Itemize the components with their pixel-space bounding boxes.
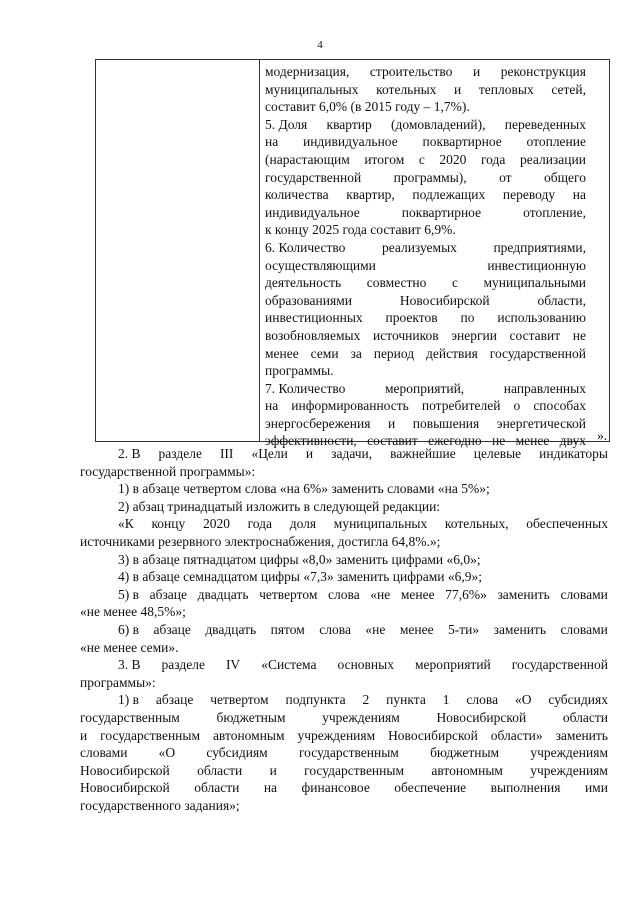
- word: за: [350, 345, 362, 361]
- word: не: [492, 433, 506, 449]
- table-line: [265, 345, 586, 363]
- paragraph-line: [80, 568, 608, 586]
- table-line: [265, 397, 586, 415]
- table-line: [265, 204, 586, 222]
- word: и: [387, 415, 396, 431]
- word: заменить: [555, 727, 608, 743]
- word: Новосибирской: [436, 709, 527, 725]
- word: 2. В: [118, 446, 141, 461]
- word: предприятиями,: [493, 239, 586, 255]
- word: муниципальными: [483, 275, 586, 291]
- word: отопление,: [523, 204, 586, 220]
- word: менее: [400, 586, 435, 602]
- word: котельных,: [444, 516, 509, 532]
- table-line: [265, 257, 586, 275]
- word: «Цели: [251, 446, 288, 461]
- word: государственной: [265, 169, 362, 185]
- word: (домовладений),: [391, 116, 486, 132]
- word: информированность: [291, 398, 409, 414]
- word: важнейшие: [390, 446, 456, 461]
- table-line: [265, 63, 586, 81]
- word: строительство: [369, 64, 453, 79]
- word: области,: [537, 292, 586, 308]
- word: составит 6,0% (в 2015 году – 1,7%).: [265, 99, 470, 115]
- word: автономным: [212, 727, 285, 743]
- word: Новосибирской: [399, 292, 490, 308]
- word: года: [247, 516, 273, 532]
- word: субсидиям: [206, 745, 268, 761]
- word: составит: [367, 433, 418, 449]
- word: пункта: [386, 692, 426, 708]
- word: года: [480, 151, 506, 167]
- word: период: [373, 345, 415, 361]
- paragraph-line: [80, 674, 608, 692]
- word: области»: [490, 727, 543, 743]
- word: 77,6%»: [445, 586, 487, 602]
- table-line: [265, 362, 586, 380]
- word: двух: [559, 433, 586, 449]
- word: (нарастающим: [265, 151, 350, 167]
- word: семи: [310, 345, 339, 361]
- paragraph-line: [80, 797, 608, 815]
- word: индивидуальное: [265, 204, 360, 220]
- table-line: [265, 309, 586, 327]
- paragraph-line: [80, 621, 608, 639]
- word: реализации: [519, 151, 586, 167]
- word: двадцать: [205, 621, 257, 637]
- word: общего: [544, 169, 586, 185]
- indicators-table-cell: [265, 63, 586, 450]
- word: действия: [426, 345, 478, 361]
- word: 5) в: [118, 586, 139, 602]
- word: заменить: [497, 586, 550, 602]
- word: программы.: [265, 363, 334, 379]
- paragraph-line: [80, 709, 608, 727]
- word: разделе: [158, 446, 202, 461]
- word: модернизация,: [265, 64, 350, 79]
- word: ими: [584, 780, 608, 796]
- word: 1) в абзаце четвертом слова «на 6%» заменить словами «на 5%»;: [118, 481, 490, 497]
- word: индивидуальное: [302, 134, 398, 150]
- word: словами: [80, 745, 128, 761]
- word: доля: [289, 516, 317, 532]
- word: государственным: [100, 727, 201, 743]
- word: повышения: [412, 415, 480, 431]
- paragraph-line: [80, 445, 608, 463]
- word: потребителей: [421, 398, 501, 414]
- word: 3) в абзаце пятнадцатом цифры «8,0» заменить цифрами «6,0»;: [118, 551, 481, 567]
- word: Новосибирской: [80, 780, 170, 796]
- word: словами: [560, 621, 608, 637]
- word: слова: [466, 692, 499, 708]
- paragraph-line: [80, 533, 608, 551]
- word: «не: [370, 586, 391, 602]
- paragraph-line: [80, 515, 608, 533]
- paragraph-line: [80, 691, 608, 709]
- word: на: [265, 398, 279, 414]
- word: отопление: [526, 134, 586, 150]
- word: на: [265, 134, 279, 150]
- word: обеспеченных: [526, 516, 608, 532]
- table-line: [265, 415, 586, 433]
- paragraph-line: [80, 603, 608, 621]
- word: инвестиционных: [265, 310, 363, 326]
- word: словами: [560, 586, 608, 602]
- word: абзаце: [155, 692, 194, 708]
- word: источниками резервного электроснабжения, достигла 64,8%.»;: [80, 533, 441, 549]
- word: субсидиях: [548, 692, 608, 708]
- paragraph-line: [80, 551, 608, 569]
- table-line: [265, 151, 586, 169]
- word: с: [451, 275, 458, 291]
- word: по: [460, 310, 475, 326]
- word: «К: [118, 516, 134, 532]
- word: государственного задания»;: [80, 797, 240, 813]
- word: индикаторы: [539, 446, 608, 461]
- paragraph-line: [80, 586, 608, 604]
- amendments-body: [80, 445, 608, 814]
- word: учреждениям: [322, 709, 400, 725]
- word: выполнения: [490, 780, 561, 796]
- word: от: [499, 169, 512, 185]
- word: инвестиционную: [487, 257, 586, 273]
- word: заменить: [493, 621, 546, 637]
- table-line: [265, 169, 586, 187]
- word: муниципальных: [265, 81, 359, 97]
- word: энергетической: [496, 415, 586, 431]
- word: подпункта: [285, 692, 346, 708]
- word: менее: [265, 345, 299, 361]
- table-line: [265, 274, 586, 292]
- word: пятом: [270, 621, 305, 637]
- word: программы),: [393, 169, 467, 185]
- word: не: [572, 327, 586, 343]
- word: менее: [515, 433, 550, 449]
- word: количества: [265, 187, 329, 203]
- paragraph-line: [80, 480, 608, 498]
- word: квартир,: [346, 187, 395, 203]
- word: подлежащих: [412, 187, 486, 203]
- word: основных: [337, 657, 394, 673]
- table-line: [265, 221, 586, 239]
- word: квартир: [326, 116, 372, 132]
- word: использованию: [497, 310, 586, 326]
- word: государственной: [511, 657, 608, 673]
- word: проектов: [385, 310, 438, 326]
- word: «Система: [261, 657, 317, 673]
- table-line: [265, 327, 586, 345]
- word: источников: [373, 327, 439, 343]
- word: государственной программы»:: [80, 463, 256, 479]
- word: на: [263, 780, 278, 796]
- word: слова: [328, 586, 360, 602]
- page-number: 4: [317, 39, 323, 51]
- table-line: [265, 133, 586, 151]
- word: 3. В: [118, 657, 141, 673]
- paragraph-line: [80, 656, 608, 674]
- word: Новосибирской: [388, 727, 478, 743]
- word: переводу: [502, 187, 556, 203]
- word: 1: [442, 692, 450, 708]
- word: концу: [151, 516, 186, 532]
- table-line: [265, 81, 586, 99]
- paragraph-line: [80, 744, 608, 762]
- word: совместно: [366, 275, 427, 291]
- paragraph-line: [80, 463, 608, 481]
- word: 2020: [202, 516, 230, 532]
- word: 4) в абзаце семнадцатом цифры «7,3» заменить цифрами «6,9»;: [118, 569, 483, 585]
- word: области: [194, 780, 240, 796]
- word: к концу 2025 года составит 6,9%.: [265, 222, 456, 238]
- table-line: [265, 116, 586, 134]
- word: 6. Количество: [265, 239, 346, 255]
- indicators-table: [95, 59, 610, 449]
- table-line: [265, 239, 586, 257]
- word: 2) абзац тринадцатый изложить в следующей редакции:: [118, 498, 441, 514]
- table-column-divider: [259, 60, 260, 441]
- word: обеспечение: [394, 780, 467, 796]
- word: государственным: [80, 709, 180, 725]
- word: 6) в: [118, 621, 139, 637]
- word: Новосибирской: [80, 762, 170, 778]
- word: III: [219, 446, 234, 461]
- word: четвертом: [210, 692, 269, 708]
- paragraph-line: [80, 727, 608, 745]
- word: возобновляемых: [265, 327, 361, 343]
- word: мероприятий,: [385, 380, 465, 396]
- paragraph-line: [80, 779, 608, 797]
- table-line: [265, 98, 586, 116]
- word: и: [269, 762, 277, 778]
- word: «О: [158, 745, 176, 761]
- word: составит: [509, 327, 561, 343]
- word: 7. Количество: [265, 380, 346, 396]
- word: и: [80, 727, 88, 743]
- word: эффективности,: [265, 433, 357, 449]
- word: бюджетным: [216, 709, 286, 725]
- table-line: [265, 292, 586, 310]
- word: слова: [319, 621, 351, 637]
- word: направленных: [503, 380, 586, 396]
- word: автономным: [431, 762, 503, 778]
- word: итогом: [364, 151, 405, 167]
- table-line: [265, 380, 586, 398]
- word: государственным: [298, 745, 399, 761]
- word: деятельность: [265, 275, 342, 291]
- word: «не: [365, 621, 386, 637]
- word: 5. Доля: [265, 116, 308, 132]
- word: «О: [515, 692, 532, 708]
- table-line: [265, 186, 586, 204]
- word: реализуемых: [381, 239, 457, 255]
- word: способах: [533, 398, 586, 414]
- word: «не менее семи».: [80, 639, 179, 655]
- word: мероприятий: [414, 657, 491, 673]
- word: абзаце: [149, 586, 188, 602]
- word: на: [572, 187, 586, 203]
- word: энергии: [451, 327, 497, 343]
- paragraph-line: [80, 762, 608, 780]
- paragraph-line: [80, 498, 608, 516]
- word: абзаце: [153, 621, 191, 637]
- closing-quote: ».: [597, 428, 608, 443]
- word: задачи,: [331, 446, 373, 461]
- word: муниципальных: [333, 516, 428, 532]
- word: и: [454, 81, 462, 97]
- word: «не менее 48,5%»;: [80, 604, 186, 620]
- word: с: [418, 151, 425, 167]
- word: менее: [399, 621, 434, 637]
- word: государственным: [304, 762, 404, 778]
- word: четвертом: [259, 586, 318, 602]
- word: осуществляющими: [265, 257, 376, 273]
- word: учреждениям: [530, 745, 608, 761]
- word: поквартирное: [401, 204, 482, 220]
- word: целевые: [473, 446, 522, 461]
- word: бюджетным: [430, 745, 500, 761]
- word: области: [197, 762, 243, 778]
- word: энергосбережения: [265, 415, 371, 431]
- word: учреждениям: [530, 762, 608, 778]
- word: реконструкция: [500, 64, 586, 79]
- word: котельных: [376, 81, 437, 97]
- word: тепловых: [478, 81, 534, 97]
- word: о: [513, 398, 521, 414]
- word: двадцать: [197, 586, 249, 602]
- word: образованиями: [265, 292, 352, 308]
- word: государственной: [489, 345, 586, 361]
- word: IV: [225, 657, 241, 673]
- word: и: [305, 446, 314, 461]
- word: финансовое: [301, 780, 370, 796]
- word: поквартирное: [422, 134, 502, 150]
- word: программы»:: [80, 674, 156, 690]
- word: сетей,: [551, 81, 586, 97]
- word: разделе: [161, 657, 205, 673]
- paragraph-line: [80, 639, 608, 657]
- word: 2020: [439, 151, 467, 167]
- word: и: [472, 64, 481, 79]
- word: переведенных: [504, 116, 586, 132]
- word: 5-ти»: [448, 621, 480, 637]
- word: учреждениям: [297, 727, 376, 743]
- word: 1) в: [118, 692, 139, 708]
- word: ежегодно: [428, 433, 482, 449]
- word: области: [562, 709, 608, 725]
- word: 2: [362, 692, 370, 708]
